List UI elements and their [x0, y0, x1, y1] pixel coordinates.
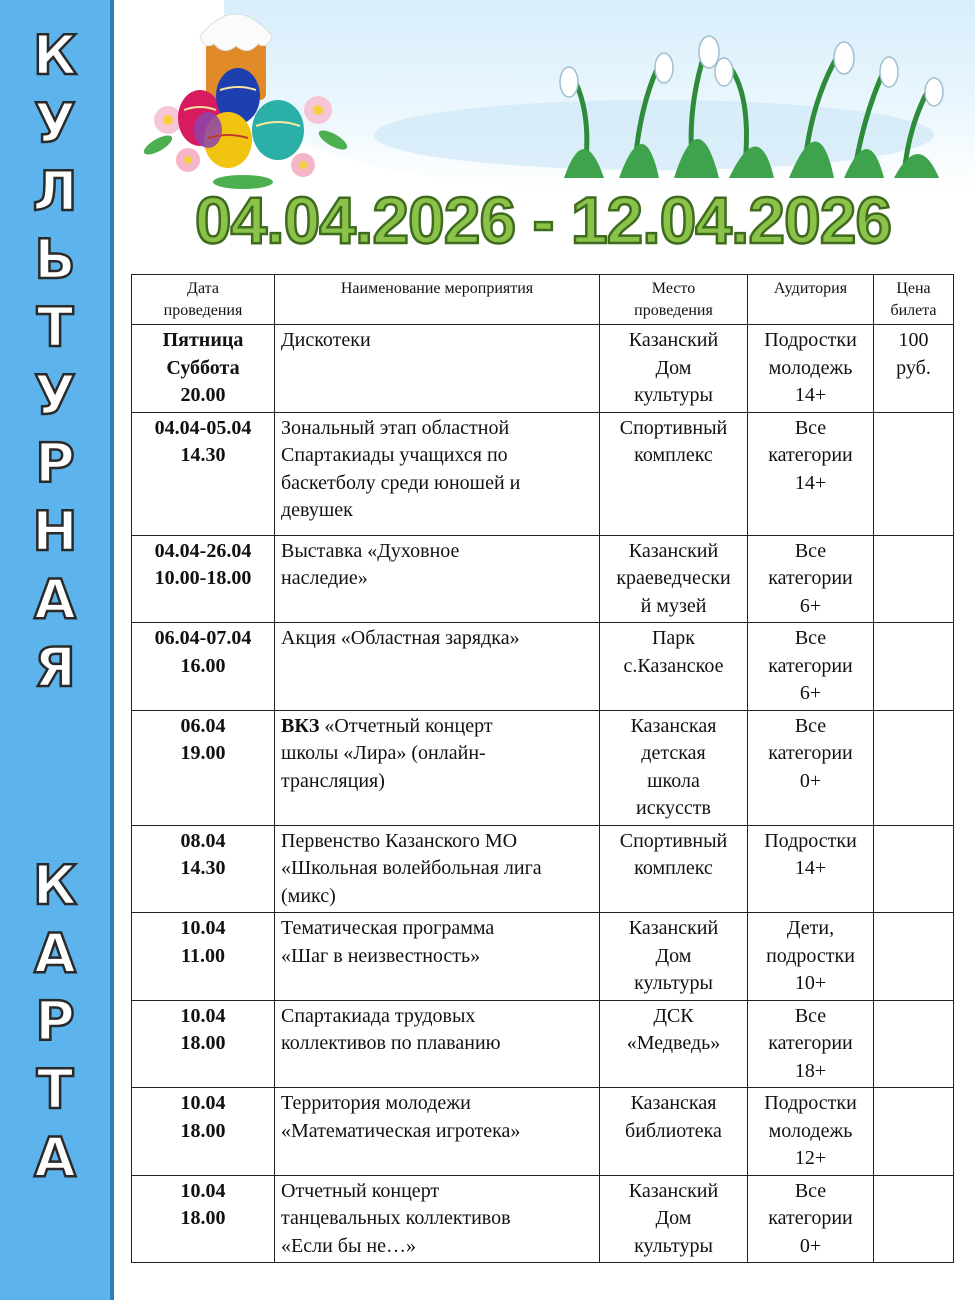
banner-letter: К: [32, 24, 78, 87]
cell-audience-line: категории: [768, 654, 853, 677]
event-name-line: трансляция): [281, 769, 385, 792]
cell-date-line: 19.00: [180, 742, 226, 764]
cell-date: [132, 412, 275, 535]
cell-place: [600, 1088, 748, 1176]
cell-audience-line: подростки: [766, 944, 855, 967]
cell-price: [874, 710, 954, 825]
cell-event-name-line: Территория молодежи: [281, 1092, 471, 1114]
cell-price: [874, 1088, 954, 1176]
cell-audience-line: 0+: [799, 1234, 822, 1257]
cell-event-name: [275, 710, 600, 825]
banner-letter: У: [34, 92, 76, 155]
cell-date-line: 10.00-18.00: [154, 567, 252, 589]
table-row: [132, 535, 954, 623]
cell-place-line: Спортивный: [619, 829, 728, 852]
banner-letter: Л: [32, 160, 78, 223]
cell-price: [874, 913, 954, 1001]
cell-place-line: Спортивный: [619, 416, 728, 439]
event-name-line: «Отчетный концерт: [324, 714, 493, 737]
cell-audience-line: 12+: [794, 1147, 827, 1169]
table-row: [132, 710, 954, 825]
cell-date-line: 18.00: [180, 1119, 226, 1142]
header-name: Наименование мероприятия: [275, 275, 600, 325]
cell-date-line: 06.04-07.04: [154, 627, 252, 649]
cell-audience: [748, 1088, 874, 1176]
cell-date-line: 18.00: [180, 1032, 226, 1054]
cell-audience-line: 14+: [794, 471, 827, 494]
cell-event-name-line: Дискотеки: [281, 329, 371, 351]
cell-place-line: библиотека: [625, 1119, 722, 1142]
banner-word-kulturnaya: [0, 22, 110, 702]
header: [114, 0, 975, 275]
table-row: [132, 623, 954, 711]
cell-audience-line: 14+: [794, 857, 827, 879]
cell-place: [600, 1175, 748, 1263]
easter-cake-eggs-icon: [128, 0, 358, 195]
banner-letter: Н: [32, 500, 78, 563]
cell-audience-line: 6+: [799, 682, 822, 704]
cell-event-name-line: Выставка «Духовное: [281, 539, 460, 562]
cell-audience: [748, 710, 874, 825]
cell-date: [132, 535, 275, 623]
cell-event-name-line: коллективов по плаванию: [281, 1032, 501, 1054]
cell-place-line: «Медведь»: [626, 1032, 721, 1054]
cell-event-name-line: Акция «Областная зарядка»: [281, 627, 520, 649]
cell-date-line: 11.00: [181, 944, 225, 967]
cell-place: [600, 825, 748, 913]
cell-audience-line: Дети,: [786, 917, 835, 939]
header-place: Место проведения: [600, 275, 748, 325]
cell-audience-line: Все: [794, 714, 827, 737]
banner-letter: К: [32, 854, 78, 917]
cell-place: [600, 1000, 748, 1088]
cell-audience: [748, 913, 874, 1001]
cell-price: [874, 535, 954, 623]
cell-place-line: Дом: [655, 1207, 692, 1229]
cell-date-line: 14.30: [180, 444, 226, 466]
cell-price: [874, 412, 954, 535]
cell-audience-line: 14+: [794, 384, 827, 406]
cell-event-name-line: танцевальных коллективов: [281, 1207, 511, 1229]
cell-place-line: й музей: [640, 594, 707, 617]
cell-place-line: Казанский: [628, 1179, 719, 1202]
banner-letter: Р: [35, 990, 75, 1053]
cell-place-line: комплекс: [634, 857, 713, 879]
table-row: [132, 325, 954, 413]
cell-place: [600, 412, 748, 535]
cell-date-line: 04.04-26.04: [154, 539, 252, 562]
cell-date-line: 10.04: [180, 1004, 226, 1027]
cell-price-line: 100: [898, 329, 929, 351]
banner-letter: Т: [36, 296, 74, 359]
cell-audience-line: категории: [768, 444, 853, 466]
cell-date-line: 10.04: [180, 1092, 226, 1114]
cell-audience-line: категории: [768, 742, 853, 764]
cell-date: [132, 913, 275, 1001]
cell-audience-line: Все: [794, 1004, 827, 1027]
cell-place-line: Казанская: [630, 714, 717, 737]
cell-event-name: [275, 825, 600, 913]
header-audience: Аудитория: [748, 275, 874, 325]
cell-event-name-line: Спартакиады учащихся по: [281, 444, 508, 466]
cell-place-line: детская: [641, 742, 706, 764]
cell-place: [600, 710, 748, 825]
cell-place-line: Казанский: [628, 329, 719, 351]
table-row: [132, 1088, 954, 1176]
banner-letter: А: [34, 568, 76, 631]
cell-audience-line: категории: [768, 1032, 853, 1054]
cell-place-line: Парк: [651, 627, 696, 649]
cell-place-line: краеведчески: [616, 567, 731, 589]
table-row: [132, 913, 954, 1001]
date-range-title: 04.04.2026 - 12.04.2026: [194, 183, 892, 257]
table-row: [132, 1000, 954, 1088]
snowdrops-icon: [524, 0, 964, 180]
cell-audience-line: категории: [768, 1207, 853, 1229]
banner-letter: Ь: [34, 228, 76, 291]
sidebar-banner: [0, 0, 114, 1300]
cell-place-line: культуры: [634, 1234, 713, 1257]
cell-audience: [748, 1000, 874, 1088]
cell-place-line: школа: [647, 769, 700, 792]
banner-letter: А: [34, 1126, 76, 1189]
banner-letter: Я: [34, 636, 76, 699]
cell-audience-line: Подростки: [764, 829, 857, 852]
banner-letter: Р: [35, 432, 75, 495]
cell-event-name: [275, 1175, 600, 1263]
banner-letter: У: [34, 364, 76, 427]
cell-place-line: Дом: [655, 944, 692, 967]
cell-event-name: [275, 1000, 600, 1088]
cell-place-line: Казанский: [628, 917, 719, 939]
cell-date: [132, 623, 275, 711]
table-row: [132, 1175, 954, 1263]
cell-audience-line: категории: [768, 567, 853, 589]
cell-date-line: 14.30: [180, 857, 226, 879]
cell-event-name: [275, 1088, 600, 1176]
header-date: Дата проведения: [132, 275, 275, 325]
cell-event-name-line: Зональный этап областной: [281, 416, 510, 439]
cell-event-name-line: Первенство Казанского МО: [281, 829, 518, 852]
cell-price: [874, 825, 954, 913]
cell-place-line: Дом: [655, 356, 692, 379]
cell-audience-line: Все: [794, 627, 827, 649]
cell-date-line: 16.00: [180, 654, 226, 677]
cell-audience-line: Все: [794, 539, 827, 562]
cell-event-name-line: Тематическая программа: [281, 917, 495, 939]
cell-date-line: 08.04: [180, 829, 226, 852]
cell-event-name-line: «Шаг в неизвестность»: [281, 944, 481, 967]
cell-event-name-line: (микс): [281, 884, 336, 907]
cell-price: [874, 1175, 954, 1263]
cell-price-line: руб.: [896, 356, 931, 379]
cell-audience-line: молодежь: [768, 1119, 853, 1142]
cell-date-line: 04.04-05.04: [154, 416, 252, 439]
header-price: Цена билета: [874, 275, 954, 325]
cell-audience-line: Подростки: [764, 329, 857, 351]
cell-event-name-line: баскетболу среди юношей и: [281, 471, 521, 494]
cell-audience: [748, 535, 874, 623]
cell-place: [600, 535, 748, 623]
cell-date: [132, 1088, 275, 1176]
cell-event-name: [275, 325, 600, 413]
cell-event-name-line: «Школьная волейбольная лига: [281, 857, 542, 879]
banner-letter: А: [34, 922, 76, 985]
cell-price: [874, 623, 954, 711]
event-name-line: школы «Лира» (онлайн-: [281, 742, 486, 764]
events-table: [131, 274, 954, 1263]
cell-event-name-line: «Если бы не…»: [281, 1234, 416, 1257]
cell-date-line: 18.00: [180, 1207, 226, 1229]
cell-audience: [748, 412, 874, 535]
cell-event-name-line: «Математическая игротека»: [281, 1119, 521, 1142]
cell-event-name-line: Спартакиада трудовых: [281, 1004, 476, 1027]
cell-place: [600, 325, 748, 413]
cell-date-line: 20.00: [180, 384, 226, 406]
cell-event-name: [275, 412, 600, 535]
cell-place-line: культуры: [634, 384, 713, 406]
cell-audience: [748, 623, 874, 711]
table-row: [132, 825, 954, 913]
cell-audience-line: Все: [794, 416, 827, 439]
cell-date-line: 06.04: [180, 714, 226, 737]
cell-place-line: Казанский: [628, 539, 719, 562]
cell-date-line: Суббота: [166, 356, 240, 379]
table-header-row: [132, 275, 954, 325]
table-row: [132, 412, 954, 535]
banner-letter: Т: [36, 1058, 74, 1121]
cell-date: [132, 825, 275, 913]
cell-event-name: [275, 535, 600, 623]
cell-date-line: Пятница: [162, 329, 244, 351]
cell-audience-line: молодежь: [768, 356, 853, 379]
cell-audience-line: 0+: [799, 769, 822, 792]
cell-audience: [748, 1175, 874, 1263]
cell-date: [132, 1175, 275, 1263]
cell-audience-line: 10+: [794, 972, 827, 994]
event-name-prefix: ВКЗ: [281, 714, 320, 737]
cell-place-line: комплекс: [634, 444, 713, 466]
cell-place-line: ДСК: [653, 1004, 694, 1027]
cell-price: [874, 325, 954, 413]
cell-audience-line: 18+: [794, 1059, 827, 1082]
cell-date-line: 10.04: [180, 1179, 226, 1202]
cell-date: [132, 710, 275, 825]
cell-place-line: с.Казанское: [623, 654, 724, 677]
cell-audience-line: Все: [794, 1179, 827, 1202]
cell-event-name-line: наследие»: [281, 567, 368, 589]
cell-event-name: [275, 913, 600, 1001]
cell-audience: [748, 825, 874, 913]
cell-event-name-line: девушек: [281, 499, 353, 521]
cell-audience: [748, 325, 874, 413]
cell-date-line: 10.04: [180, 917, 226, 939]
cell-price: [874, 1000, 954, 1088]
banner-word-karta: [0, 852, 110, 1192]
cell-place-line: культуры: [634, 972, 713, 994]
cell-place: [600, 623, 748, 711]
cell-date: [132, 1000, 275, 1088]
cell-audience-line: 6+: [799, 594, 822, 617]
cell-place-line: Казанская: [630, 1092, 717, 1114]
cell-place: [600, 913, 748, 1001]
cell-event-name-line: Отчетный концерт: [281, 1179, 440, 1202]
cell-date: [132, 325, 275, 413]
cell-place-line: искусств: [636, 797, 711, 819]
cell-event-name: [275, 623, 600, 711]
cell-audience-line: Подростки: [764, 1092, 857, 1114]
